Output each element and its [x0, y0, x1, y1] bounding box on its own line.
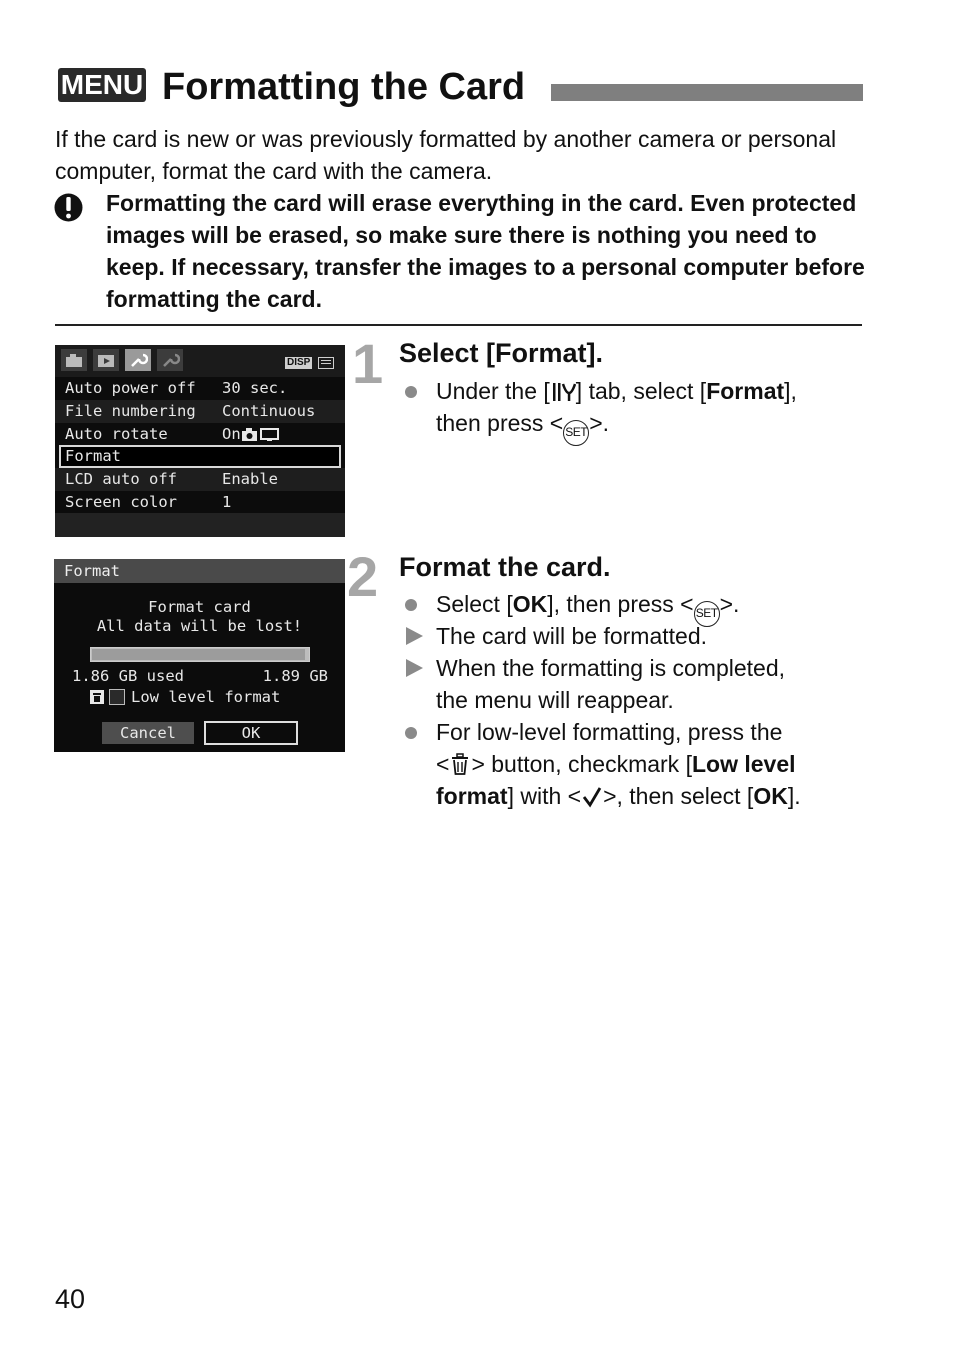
step2-result-1: The card will be formatted. — [436, 623, 708, 649]
ok-button[interactable]: OK — [204, 721, 298, 745]
bullet-dot — [405, 599, 417, 611]
set-button-icon: SET — [694, 601, 720, 627]
step2-heading: Format the card. — [399, 552, 611, 582]
caution-icon — [54, 193, 83, 222]
menu-row: Screen color 1 — [65, 493, 232, 511]
result-arrow-icon — [406, 627, 423, 645]
low-level-checkbox[interactable] — [109, 689, 125, 705]
used-label: 1.86 GB used — [72, 667, 184, 685]
dialog-line-1: Format card — [148, 598, 251, 616]
step2-lowlevel-2: < > button, checkmark [Low level — [436, 751, 796, 777]
step1-heading: Select [Format]. — [399, 338, 604, 368]
step1-instruction: Under the [ ] tab, select [Format], — [436, 378, 797, 404]
page-number: 40 — [55, 1284, 86, 1314]
wrench-tab-icon — [550, 381, 576, 403]
divider — [55, 324, 862, 326]
menu-badge: MENU — [58, 68, 146, 102]
usage-bar-fill — [92, 649, 305, 660]
warning-text: Formatting the card will erase everything in the card. Even protected images will be erased, so make sure there is nothing you need to keep. If necessary, transfer the images to a personal computer before formatting the card. — [106, 190, 865, 312]
bullet-dot — [405, 727, 417, 739]
disp-label: DISP — [287, 357, 311, 368]
camera-monitor-icon — [241, 427, 281, 442]
step2-result-2b: the menu will reappear. — [436, 687, 674, 713]
step2-result-2a: When the formatting is completed, — [436, 655, 785, 681]
page-title: Formatting the Card — [162, 66, 526, 108]
step-number-1: 1 — [352, 332, 384, 395]
step-number-2: 2 — [347, 545, 379, 608]
menu-row: LCD auto off Enable — [55, 468, 345, 491]
wrench-tab-icon — [125, 349, 151, 371]
menu-row: Auto rotate On — [55, 423, 345, 446]
menu-list-icon — [318, 357, 334, 369]
step2-lowlevel-1: For low-level formatting, press the — [436, 719, 783, 745]
step1-instruction-cont: then press < SET>. — [436, 407, 609, 446]
step2-select-ok: Select [OK], then press < SET>. — [436, 588, 739, 627]
total-label: 1.89 GB — [262, 667, 328, 685]
set-button-icon: SET — [563, 420, 589, 446]
cancel-button[interactable]: Cancel — [102, 722, 194, 744]
trash-icon — [449, 752, 471, 776]
dialog-header: Format — [54, 559, 345, 583]
intro-paragraph: If the card is new or was previously formatted by another camera or personal computer, format the card with the camera. — [55, 126, 837, 184]
bullet-dot — [405, 386, 417, 398]
usage-bar — [90, 647, 310, 662]
menu-row-format-selected[interactable]: Format — [59, 445, 341, 468]
shooting-tab-icon — [61, 349, 87, 371]
playback-tab-icon — [93, 349, 119, 371]
menu-row: Auto power off 30 sec. — [65, 379, 288, 397]
lcd-format-dialog — [54, 559, 345, 752]
lcd-settings-menu — [55, 345, 345, 537]
dialog-line-2: All data will be lost! — [96, 617, 303, 635]
menu-tabs — [55, 345, 345, 377]
menu-row: File numbering Continuous — [55, 400, 345, 423]
checkmark-icon — [581, 786, 603, 808]
low-level-format-label: Low level format — [131, 688, 281, 706]
step2-lowlevel-3: format] with < >, then select [OK]. — [436, 783, 801, 809]
result-arrow-icon — [406, 659, 423, 677]
trash-icon — [90, 690, 104, 704]
setup2-tab-icon — [157, 349, 183, 371]
menu-bottom-strip — [55, 513, 345, 537]
title-rule-bar — [551, 84, 863, 101]
